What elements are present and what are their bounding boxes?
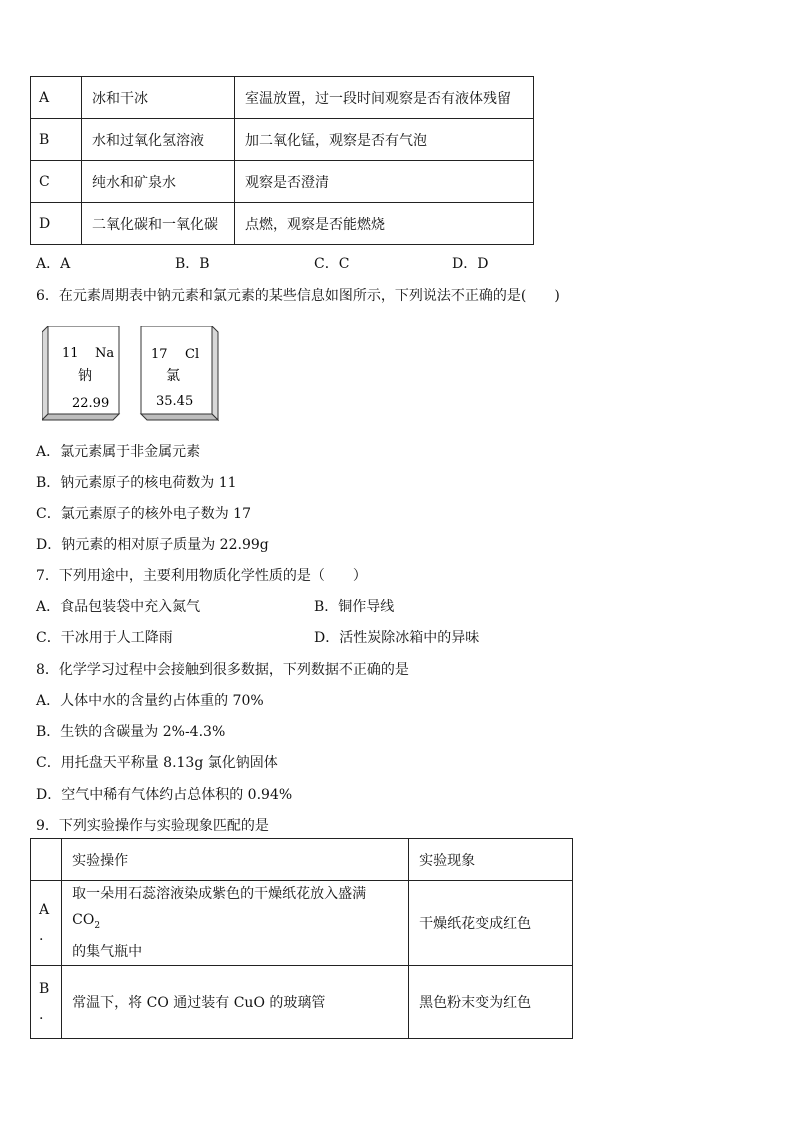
q7-option-a: A．食品包装袋中充入氮气: [36, 599, 201, 615]
sodium-symbol: Na: [95, 346, 115, 361]
q6-option-d: D．钠元素的相对原子质量为 22.99g: [36, 537, 269, 553]
table-cell: 纯水和矿泉水: [82, 161, 235, 203]
question-9-stem: 9．下列实验操作与实验现象匹配的是: [36, 818, 269, 834]
q6-option-a: A．氯元素属于非金属元素: [36, 444, 201, 460]
header-cell: 实验操作: [62, 839, 409, 881]
table-row: [31, 881, 573, 966]
result-cell: 黑色粉末变为红色: [409, 965, 573, 1038]
question-8-stem: 8．化学学习过程中会接触到很多数据，下列数据不正确的是: [36, 662, 409, 678]
table-row: [31, 161, 534, 203]
operation-cell: [62, 881, 409, 966]
q8-option-b: B．生铁的含碳量为 2%-4.3%: [36, 724, 226, 740]
header-cell: [31, 839, 62, 881]
chlorine-number: 17: [151, 347, 168, 362]
operation-text: 取一朵用石蕊溶液染成紫色的干燥纸花放入盛满 CO: [72, 886, 367, 928]
question-6-stem: 6．在元素周期表中钠元素和氯元素的某些信息如图所示，下列说法不正确的是( ): [36, 288, 560, 304]
table-cell: 点燃，观察是否能燃烧: [235, 203, 534, 245]
option-a: A．A: [36, 256, 71, 272]
table-row: [31, 77, 534, 119]
identification-table: [30, 76, 534, 245]
table-row: [31, 119, 534, 161]
sodium-tile: [42, 326, 119, 420]
chlorine-name: 氯: [166, 368, 180, 384]
sodium-name: 钠: [78, 368, 92, 384]
row-dot: .: [39, 1006, 44, 1023]
q7-option-c: C．干冰用于人工降雨: [36, 630, 173, 646]
table-row: [31, 965, 573, 1038]
table-cell: 室温放置，过一段时间观察是否有液体残留: [235, 77, 534, 119]
chlorine-tile: [141, 326, 218, 420]
table-cell: D: [31, 203, 82, 245]
row-label: [31, 881, 62, 966]
table-cell: A: [31, 77, 82, 119]
question-7-stem: 7．下列用途中，主要利用物质化学性质的是（ ）: [36, 568, 367, 584]
q7-option-d: D．活性炭除冰箱中的异味: [314, 630, 480, 646]
table-cell: 冰和干冰: [82, 77, 235, 119]
option-d: D．D: [452, 256, 489, 272]
q6-option-c: C．氯元素原子的核外电子数为 17: [36, 506, 251, 522]
subscript: 2: [94, 920, 101, 931]
result-cell: 干燥纸花变成红色: [409, 881, 573, 966]
row-dot: .: [39, 927, 44, 944]
table-cell: C: [31, 161, 82, 203]
table-cell: 加二氧化锰，观察是否有气泡: [235, 119, 534, 161]
operation-line: [72, 881, 398, 939]
experiment-table: [30, 838, 573, 1039]
row-label: [31, 965, 62, 1038]
table-header-row: [31, 839, 573, 881]
sodium-mass: 22.99: [72, 396, 110, 411]
table-cell: B: [31, 119, 82, 161]
header-cell: 实验现象: [409, 839, 573, 881]
operation-line-2: 的集气瓶中: [72, 943, 143, 960]
option-b: B．B: [175, 256, 210, 272]
q5-options: [0, 253, 794, 273]
table-cell: 水和过氧化氢溶液: [82, 119, 235, 161]
operation-cell: 常温下，将 CO 通过装有 CuO 的玻璃管: [62, 965, 409, 1038]
table-cell: 观察是否澄清: [235, 161, 534, 203]
row-letter: A: [39, 901, 50, 918]
q8-option-c: C．用托盘天平称量 8.13g 氯化钠固体: [36, 755, 278, 771]
q7-option-b: B．铜作导线: [314, 599, 395, 615]
row-letter: B: [39, 980, 50, 997]
q8-option-d: D．空气中稀有气体约占总体积的 0.94%: [36, 787, 293, 803]
table-cell: 二氧化碳和一氧化碳: [82, 203, 235, 245]
chlorine-symbol: Cl: [185, 347, 200, 362]
chlorine-mass: 35.45: [156, 394, 194, 409]
q8-option-a: A．人体中水的含量约占体重的 70%: [36, 693, 264, 709]
option-c: C．C: [314, 256, 350, 272]
sodium-number: 11: [62, 346, 79, 361]
element-tiles: [42, 326, 222, 422]
q6-option-b: B．钠元素原子的核电荷数为 11: [36, 475, 237, 491]
table-row: [31, 203, 534, 245]
